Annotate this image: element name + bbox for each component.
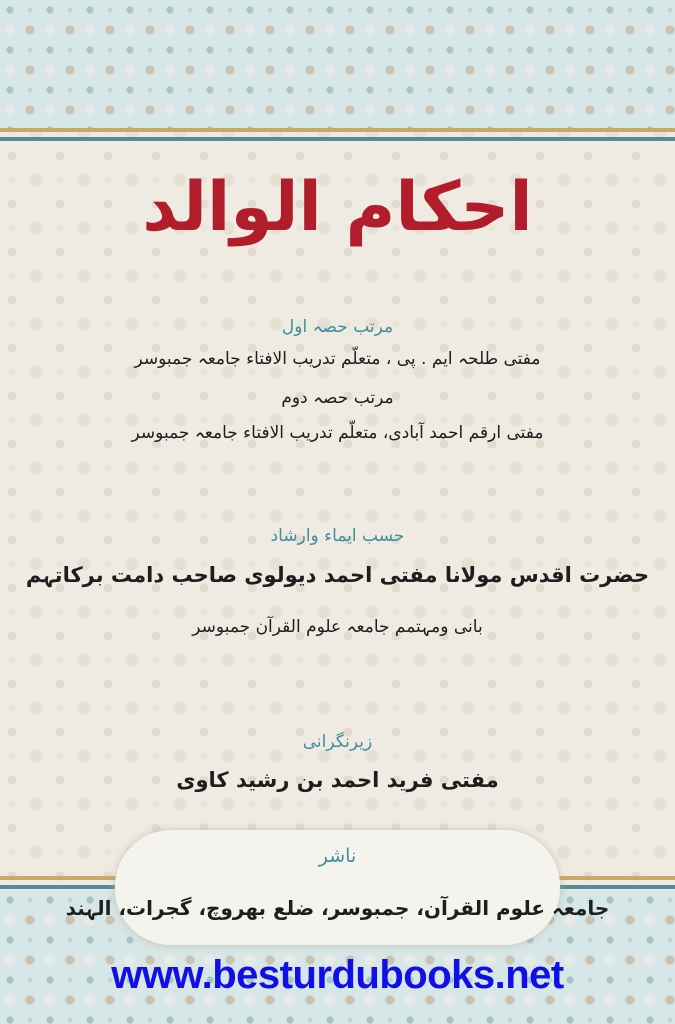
top-rule-gold: [0, 128, 675, 132]
website-link[interactable]: www.besturdubooks.net: [111, 953, 564, 997]
compiler-part2-name: مفتی ارقم احمد آبادی، متعلّم تدریب الافتاء جامعہ جمبوسر: [131, 423, 544, 443]
guidance-label: حسب ایماء وارشاد: [270, 526, 405, 546]
publisher-label: ناشر: [318, 845, 357, 867]
guidance-title: بانی ومہتمم جامعہ علوم القرآن جمبوسر: [192, 617, 483, 637]
guidance-name: حضرت اقدس مولانا مفتی احمد دیولوی صاحب دامت برکاتہم: [25, 563, 650, 587]
compiler-part1-label: مرتب حصہ اول: [281, 317, 394, 337]
compiler-part1-name: مفتی طلحہ ایم . پی ، متعلّم تدریب الافتاء جامعہ جمبوسر: [134, 349, 541, 369]
book-title: احکام الوالد: [142, 168, 533, 247]
ornamental-band-top: [0, 0, 675, 128]
compiler-part2-label: مرتب حصہ دوم: [281, 388, 394, 408]
publisher-address: جامعہ علوم القرآن، جمبوسر، ضلع بھروچ، گجرات، الہند: [65, 896, 610, 920]
top-rule-teal: [0, 137, 675, 141]
supervision-name: مفتی فرید احمد بن رشید کاوی: [176, 768, 499, 792]
supervision-label: زیرنگرانی: [302, 732, 373, 752]
